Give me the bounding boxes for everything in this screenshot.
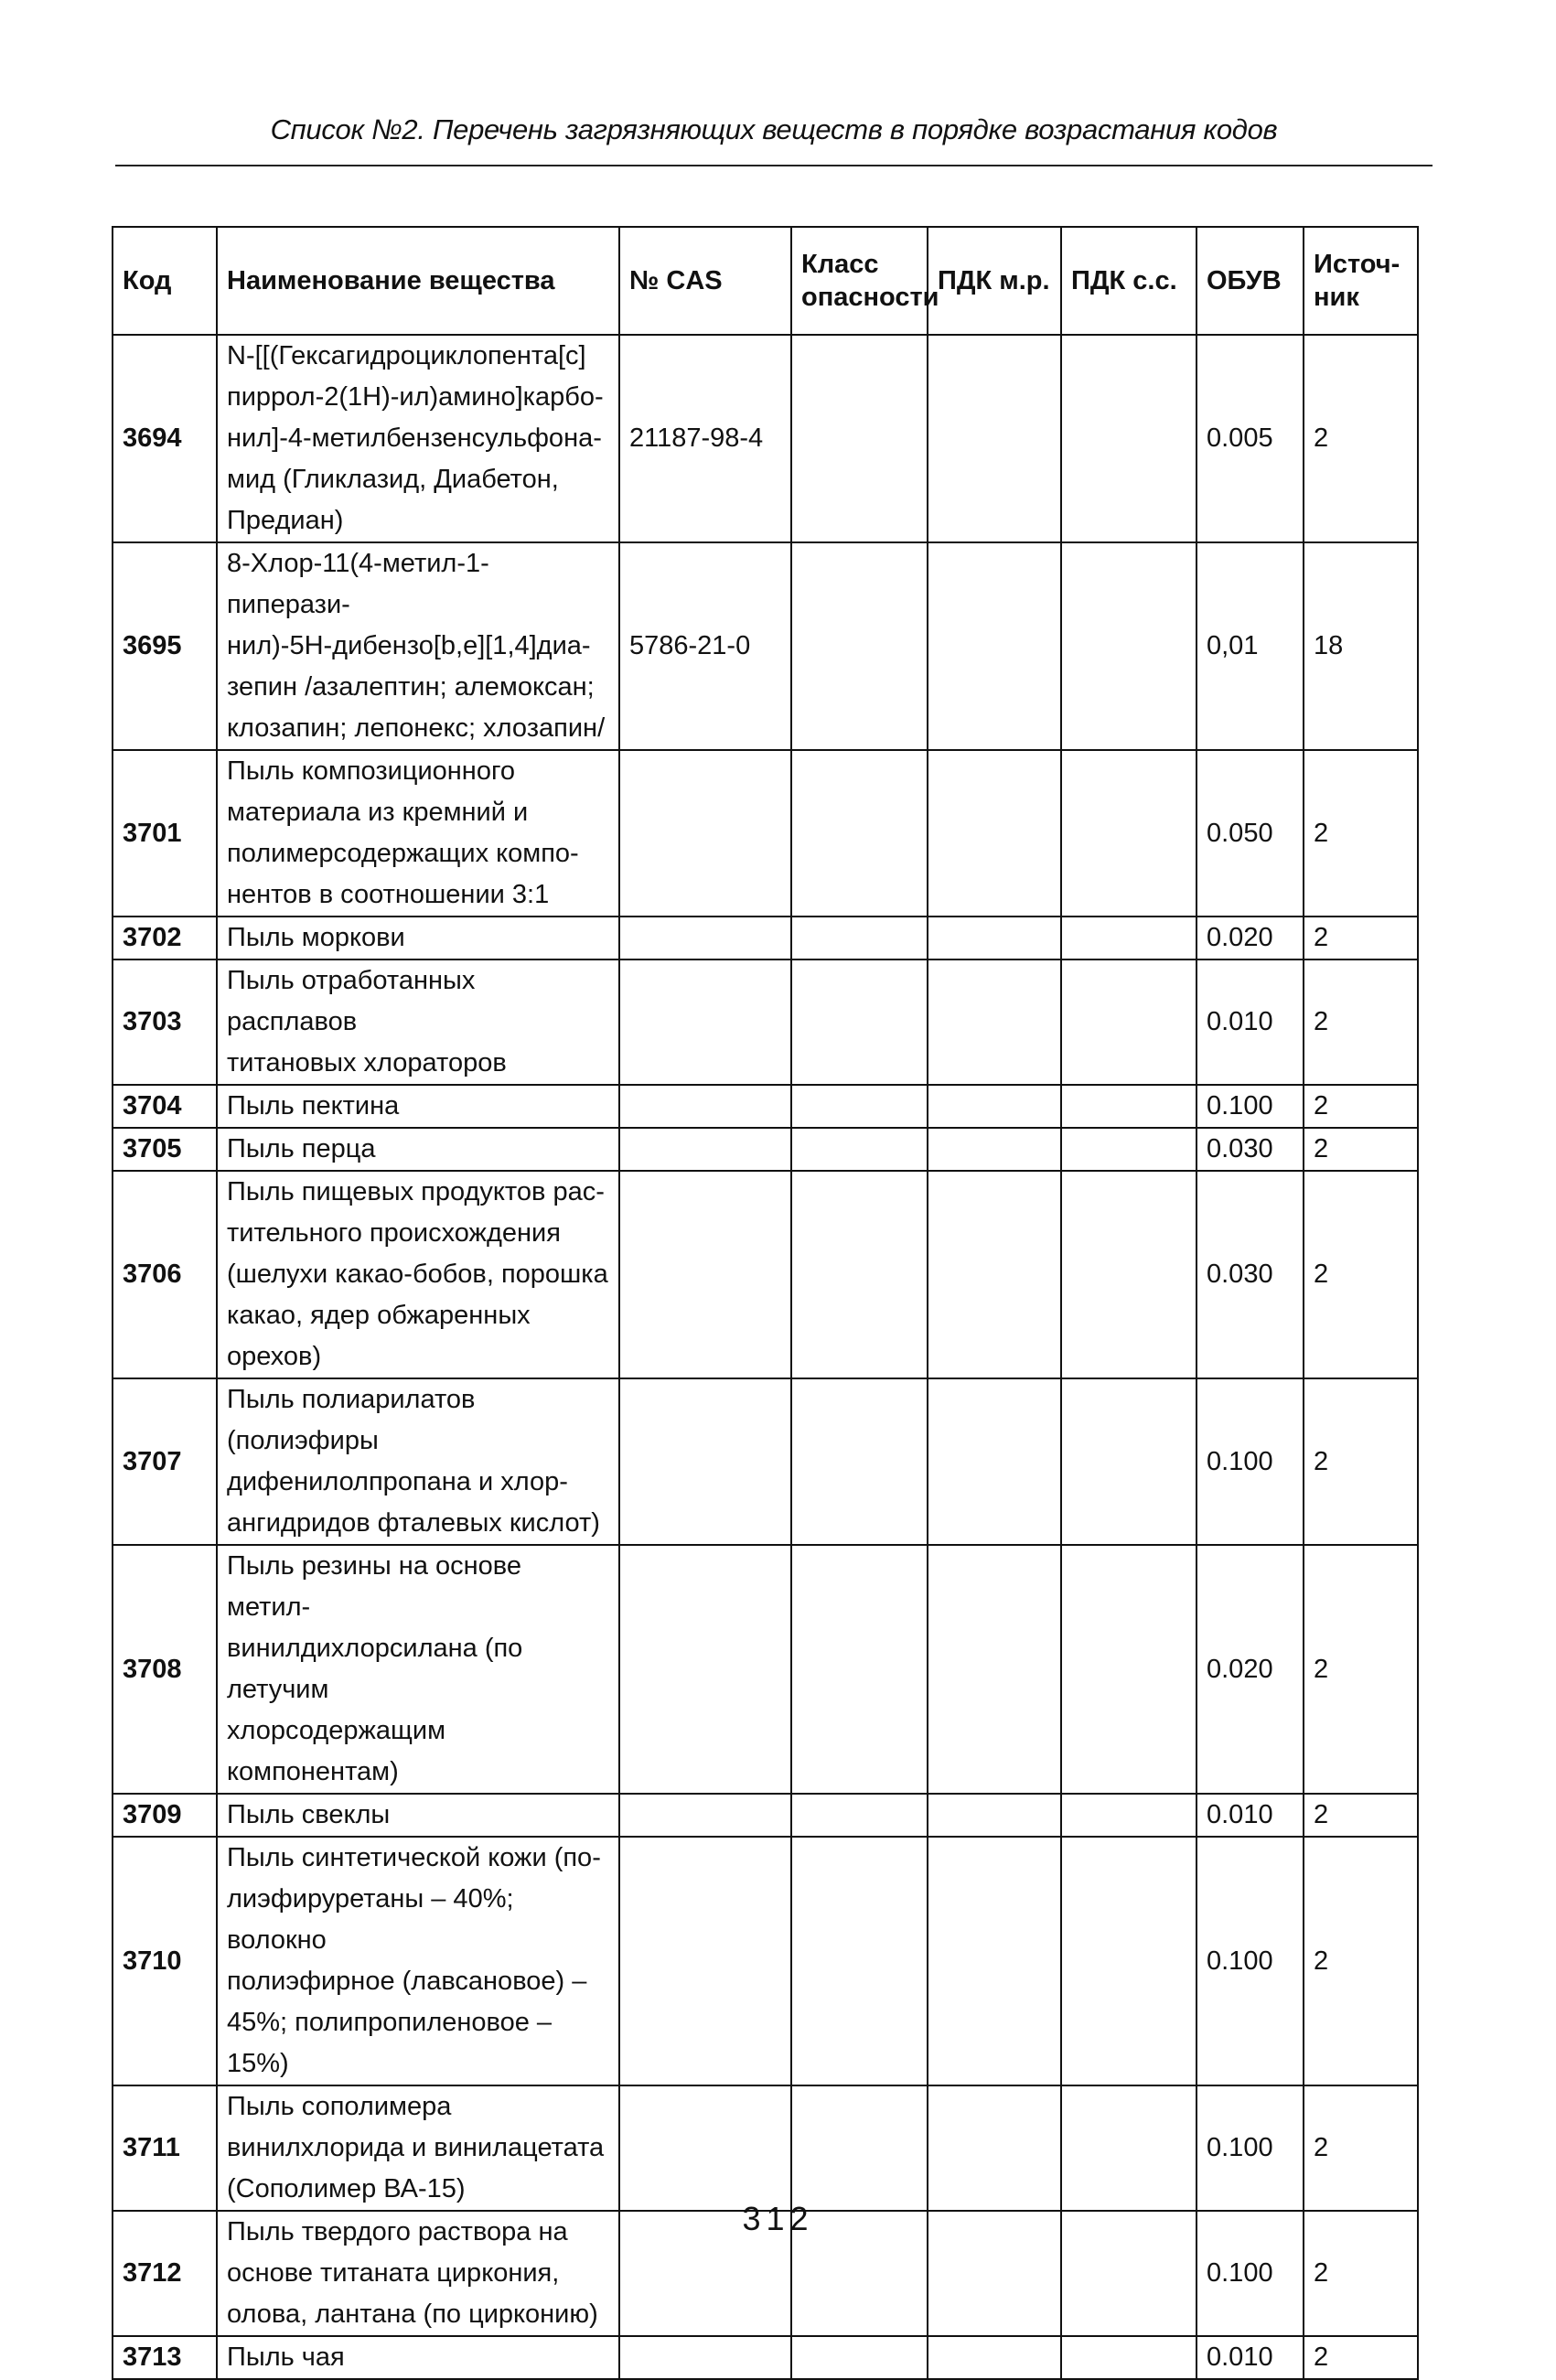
cell-cas xyxy=(619,2085,791,2211)
name-line: титановых хлораторов xyxy=(227,1048,507,1077)
cell-pdk-ss xyxy=(1061,1085,1197,1128)
cell-pdk-ss xyxy=(1061,1171,1197,1378)
table-row xyxy=(113,1171,1418,1378)
name-line: (Сополимер ВА-15) xyxy=(227,2174,466,2203)
cell-cas: 5786-21-0 xyxy=(619,542,791,750)
cell-name xyxy=(217,1085,619,1128)
cell-code: 3712 xyxy=(113,2211,217,2336)
cell-hazard-class xyxy=(791,1085,928,1128)
cell-source: 2 xyxy=(1304,1545,1418,1794)
cell-cas xyxy=(619,750,791,917)
cell-pdk-ss xyxy=(1061,1545,1197,1794)
name-line: лиэфируретаны – 40%; волокно xyxy=(227,1884,514,1955)
cell-pdk-ss xyxy=(1061,1128,1197,1171)
cell-obuv: 0.100 xyxy=(1197,2211,1304,2336)
name-line: тительного происхождения xyxy=(227,1218,561,1248)
cell-hazard-class xyxy=(791,542,928,750)
name-line: Пыль пищевых продуктов рас- xyxy=(227,1177,605,1206)
cell-pdk-mr xyxy=(928,1545,1061,1794)
cell-source: 2 xyxy=(1304,917,1418,960)
cell-source: 2 xyxy=(1304,960,1418,1085)
name-line: хлорсодержащим компонентам) xyxy=(227,1716,446,1786)
cell-name xyxy=(217,2085,619,2211)
cell-obuv: 0.020 xyxy=(1197,917,1304,960)
page-number: 312 xyxy=(742,2200,814,2237)
name-line: Пыль перца xyxy=(227,1134,376,1163)
cell-obuv: 0.020 xyxy=(1197,1545,1304,1794)
cell-cas xyxy=(619,1171,791,1378)
cell-code: 3702 xyxy=(113,917,217,960)
cell-pdk-mr xyxy=(928,2085,1061,2211)
name-line: полимерсодержащих компо- xyxy=(227,839,579,868)
cell-cas xyxy=(619,1128,791,1171)
name-line: винилхлорида и винилацетата xyxy=(227,2133,605,2162)
name-line: нил)-5Н-дибензо[b,e][1,4]диа- xyxy=(227,631,591,660)
cell-code: 3694 xyxy=(113,335,217,542)
column-header: Наименование вещества xyxy=(217,227,619,335)
table-row xyxy=(113,2336,1418,2379)
name-line: клозапин; лепонекс; хлозапин/ xyxy=(227,713,606,743)
cell-pdk-ss xyxy=(1061,1837,1197,2085)
cell-cas xyxy=(619,2336,791,2379)
cell-cas xyxy=(619,1378,791,1545)
cell-code: 3708 xyxy=(113,1545,217,1794)
cell-pdk-ss xyxy=(1061,1794,1197,1837)
cell-cas xyxy=(619,960,791,1085)
name-line: полиэфирное (лавсановое) – xyxy=(227,1967,587,1996)
name-line: Пыль полиарилатов (полиэфиры xyxy=(227,1385,476,1455)
column-header: Источ-ник xyxy=(1304,227,1418,335)
column-header: Класс опасности xyxy=(791,227,928,335)
cell-code: 3710 xyxy=(113,1837,217,2085)
cell-name xyxy=(217,750,619,917)
name-line: Пыль синтетической кожи (по- xyxy=(227,1843,601,1872)
cell-hazard-class xyxy=(791,1794,928,1837)
cell-cas xyxy=(619,917,791,960)
cell-source: 2 xyxy=(1304,2211,1418,2336)
table-row xyxy=(113,542,1418,750)
cell-hazard-class xyxy=(791,917,928,960)
cell-obuv: 0.100 xyxy=(1197,1837,1304,2085)
table-row xyxy=(113,1545,1418,1794)
cell-cas: 21187-98-4 xyxy=(619,335,791,542)
cell-code: 3705 xyxy=(113,1128,217,1171)
cell-name xyxy=(217,335,619,542)
table-row xyxy=(113,1378,1418,1545)
cell-pdk-mr xyxy=(928,1837,1061,2085)
cell-source: 2 xyxy=(1304,1171,1418,1378)
header-rule xyxy=(115,165,1433,166)
cell-code: 3713 xyxy=(113,2336,217,2379)
cell-hazard-class xyxy=(791,1545,928,1794)
cell-code: 3704 xyxy=(113,1085,217,1128)
name-line: мид (Гликлазид, Диабетон, xyxy=(227,465,559,494)
cell-hazard-class xyxy=(791,1837,928,2085)
cell-obuv: 0.030 xyxy=(1197,1171,1304,1378)
cell-name xyxy=(217,2336,619,2379)
name-line: основе титаната циркония, xyxy=(227,2258,560,2288)
name-line: Пыль композиционного xyxy=(227,756,516,786)
cell-hazard-class xyxy=(791,1171,928,1378)
cell-code: 3709 xyxy=(113,1794,217,1837)
cell-obuv: 0.010 xyxy=(1197,960,1304,1085)
cell-hazard-class xyxy=(791,1128,928,1171)
name-line: ангидридов фталевых кислот) xyxy=(227,1508,600,1538)
cell-pdk-mr xyxy=(928,1794,1061,1837)
cell-obuv: 0.100 xyxy=(1197,1085,1304,1128)
table-row xyxy=(113,1085,1418,1128)
cell-pdk-ss xyxy=(1061,1378,1197,1545)
cell-source: 2 xyxy=(1304,2336,1418,2379)
cell-pdk-ss xyxy=(1061,335,1197,542)
cell-pdk-ss xyxy=(1061,2336,1197,2379)
table-row xyxy=(113,750,1418,917)
cell-name xyxy=(217,1837,619,2085)
name-line: материала из кремний и xyxy=(227,798,529,827)
cell-obuv: 0.010 xyxy=(1197,1794,1304,1837)
cell-source: 2 xyxy=(1304,1837,1418,2085)
cell-name xyxy=(217,1794,619,1837)
cell-pdk-mr xyxy=(928,1171,1061,1378)
name-line: зепин /азалептин; алемоксан; xyxy=(227,672,595,702)
cell-code: 3701 xyxy=(113,750,217,917)
cell-name xyxy=(217,1128,619,1171)
table-header-row xyxy=(113,227,1418,335)
name-line: Пыль чая xyxy=(227,2342,345,2372)
column-header: ПДК с.с. xyxy=(1061,227,1197,335)
name-line: 45%; полипропиленовое – 15%) xyxy=(227,2008,553,2078)
name-line: N-[[(Гексагидроциклопента[с] xyxy=(227,341,586,370)
name-line: 8-Хлор-11(4-метил-1-пиперази- xyxy=(227,549,489,619)
name-line: Пыль твердого раствора на xyxy=(227,2217,568,2246)
name-line: Пыль сополимера xyxy=(227,2092,452,2121)
cell-hazard-class xyxy=(791,335,928,542)
name-line: Пыль резины на основе метил- xyxy=(227,1551,521,1622)
cell-code: 3706 xyxy=(113,1171,217,1378)
name-line: Пыль пектина xyxy=(227,1091,400,1120)
name-line: пиррол-2(1Н)-ил)амино]карбо- xyxy=(227,382,604,412)
name-line: дифенилолпропана и хлор- xyxy=(227,1467,568,1496)
cell-source: 2 xyxy=(1304,1794,1418,1837)
name-line: Предиан) xyxy=(227,506,344,535)
cell-pdk-mr xyxy=(928,335,1061,542)
cell-source: 2 xyxy=(1304,1085,1418,1128)
table-row xyxy=(113,1128,1418,1171)
column-header: ОБУВ xyxy=(1197,227,1304,335)
cell-cas xyxy=(619,1837,791,2085)
cell-pdk-ss xyxy=(1061,2085,1197,2211)
cell-obuv: 0.100 xyxy=(1197,1378,1304,1545)
cell-pdk-ss xyxy=(1061,750,1197,917)
page-header: Список №2. Перечень загрязняющих веществ в порядке возрастания кодов xyxy=(270,113,1278,145)
cell-obuv: 0.050 xyxy=(1197,750,1304,917)
table-row xyxy=(113,960,1418,1085)
name-line: олова, лантана (по цирконию) xyxy=(227,2300,598,2329)
cell-source: 18 xyxy=(1304,542,1418,750)
cell-pdk-mr xyxy=(928,917,1061,960)
cell-pdk-mr xyxy=(928,542,1061,750)
cell-cas xyxy=(619,1794,791,1837)
column-header: Код xyxy=(113,227,217,335)
table-row xyxy=(113,1794,1418,1837)
name-line: нентов в соотношении 3:1 xyxy=(227,880,550,909)
cell-name xyxy=(217,1378,619,1545)
cell-pdk-ss xyxy=(1061,917,1197,960)
pollutants-table xyxy=(112,226,1419,2380)
table-row xyxy=(113,2085,1418,2211)
table-body xyxy=(113,335,1418,2379)
cell-cas xyxy=(619,1545,791,1794)
cell-code: 3711 xyxy=(113,2085,217,2211)
cell-cas xyxy=(619,1085,791,1128)
name-line: нил]-4-метилбензенсульфона- xyxy=(227,423,602,453)
cell-obuv: 0.030 xyxy=(1197,1128,1304,1171)
cell-hazard-class xyxy=(791,2085,928,2211)
cell-pdk-mr xyxy=(928,960,1061,1085)
cell-source: 2 xyxy=(1304,750,1418,917)
cell-code: 3703 xyxy=(113,960,217,1085)
cell-name xyxy=(217,1171,619,1378)
cell-pdk-ss xyxy=(1061,542,1197,750)
name-line: Пыль свеклы xyxy=(227,1800,391,1829)
cell-pdk-mr xyxy=(928,1128,1061,1171)
cell-code: 3695 xyxy=(113,542,217,750)
cell-hazard-class xyxy=(791,750,928,917)
cell-obuv: 0,01 xyxy=(1197,542,1304,750)
cell-hazard-class xyxy=(791,960,928,1085)
column-header: ПДК м.р. xyxy=(928,227,1061,335)
name-line: Пыль моркови xyxy=(227,923,405,952)
cell-pdk-mr xyxy=(928,2336,1061,2379)
cell-pdk-mr xyxy=(928,1378,1061,1545)
table-row xyxy=(113,1837,1418,2085)
column-header: № CAS xyxy=(619,227,791,335)
cell-obuv: 0.010 xyxy=(1197,2336,1304,2379)
table-row xyxy=(113,335,1418,542)
cell-source: 2 xyxy=(1304,1128,1418,1171)
cell-name xyxy=(217,1545,619,1794)
cell-hazard-class xyxy=(791,1378,928,1545)
name-line: какао, ядер обжаренных орехов) xyxy=(227,1301,531,1371)
cell-pdk-ss xyxy=(1061,960,1197,1085)
cell-code: 3707 xyxy=(113,1378,217,1545)
name-line: (шелухи какао-бобов, порошка xyxy=(227,1260,608,1289)
cell-pdk-mr xyxy=(928,1085,1061,1128)
name-line: винилдихлорсилана (по летучим xyxy=(227,1634,523,1704)
cell-pdk-mr xyxy=(928,750,1061,917)
cell-name xyxy=(217,542,619,750)
cell-source: 2 xyxy=(1304,335,1418,542)
cell-name xyxy=(217,917,619,960)
cell-source: 2 xyxy=(1304,1378,1418,1545)
cell-obuv: 0.005 xyxy=(1197,335,1304,542)
cell-source: 2 xyxy=(1304,2085,1418,2211)
name-line: Пыль отработанных расплавов xyxy=(227,966,476,1036)
table-row xyxy=(113,917,1418,960)
cell-obuv: 0.100 xyxy=(1197,2085,1304,2211)
cell-name xyxy=(217,960,619,1085)
cell-hazard-class xyxy=(791,2336,928,2379)
